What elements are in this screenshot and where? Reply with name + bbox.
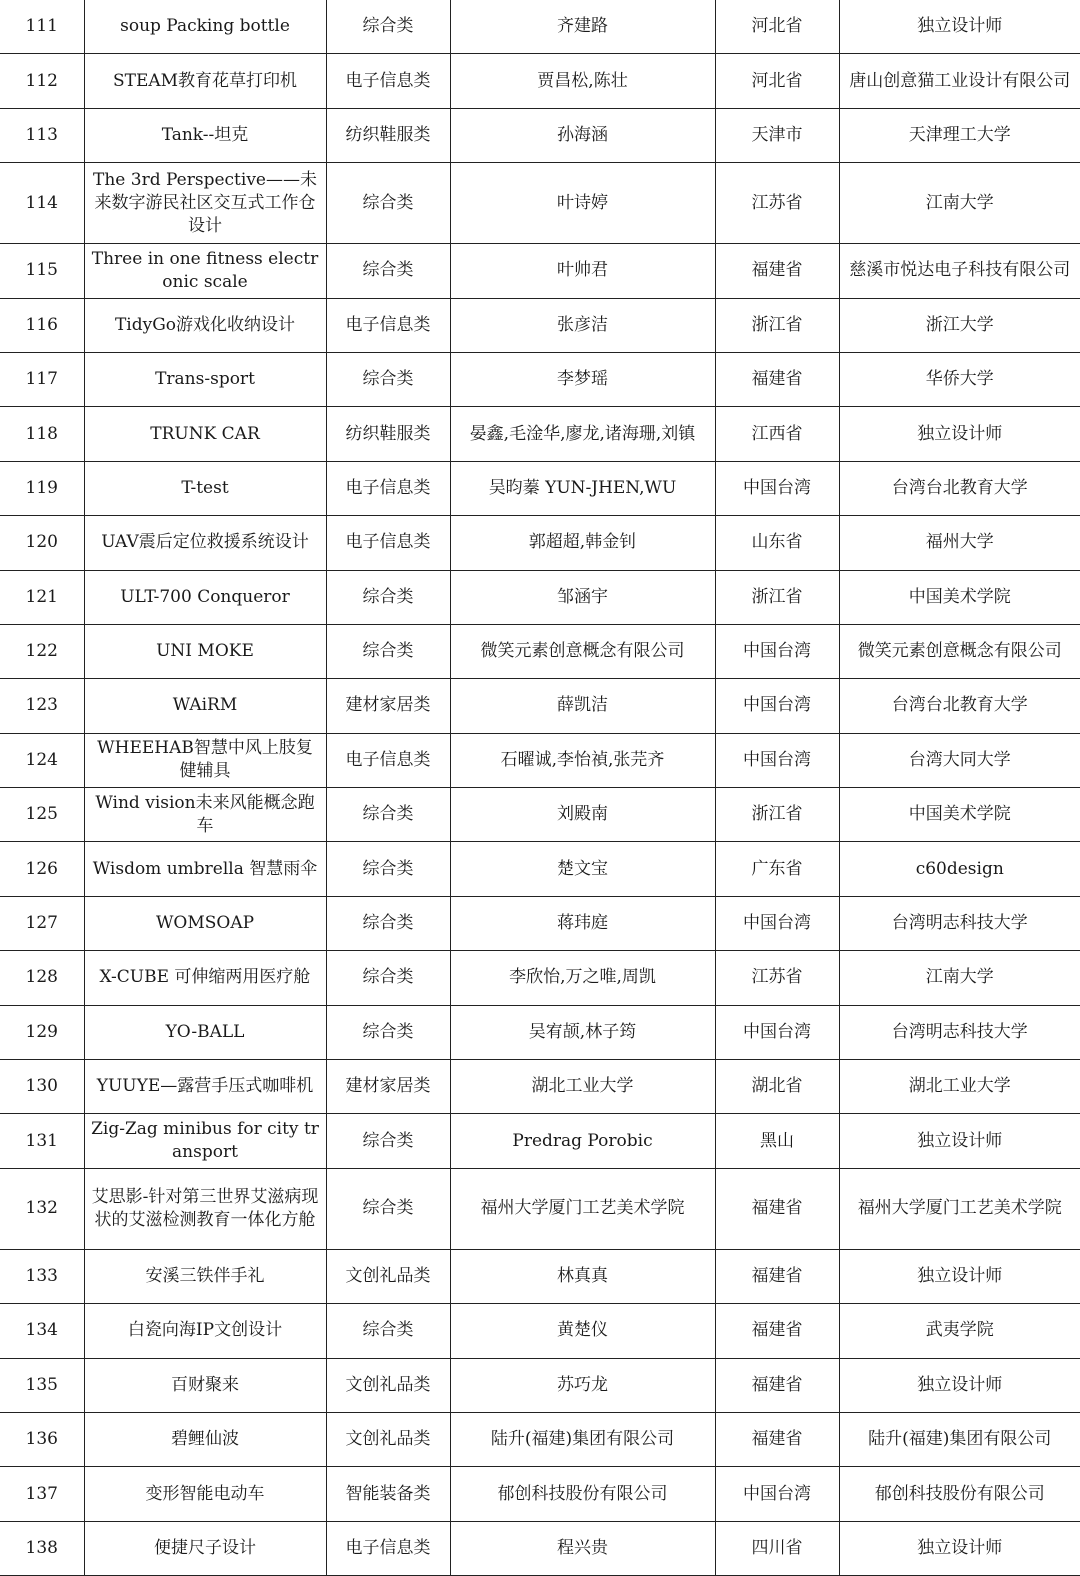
table-row xyxy=(0,1005,1080,1059)
author-cell: 湖北工业大学 xyxy=(450,1060,715,1114)
province-cell: 福建省 xyxy=(715,244,839,298)
organization-cell: 台湾大同大学 xyxy=(839,733,1080,787)
organization-cell: 福州大学厦门工艺美术学院 xyxy=(839,1168,1080,1249)
table-row xyxy=(0,407,1080,461)
organization-cell: 台湾台北教育大学 xyxy=(839,679,1080,733)
work-name-cell: Wind vision未来风能概念跑车 xyxy=(84,788,326,842)
province-cell: 河北省 xyxy=(715,0,839,54)
author-cell: 程兴贵 xyxy=(450,1521,715,1575)
province-cell: 江苏省 xyxy=(715,163,839,244)
organization-cell: 湖北工业大学 xyxy=(839,1060,1080,1114)
province-cell: 浙江省 xyxy=(715,298,839,352)
work-name-cell: UAV震后定位救援系统设计 xyxy=(84,516,326,570)
row-number-cell: 138 xyxy=(0,1521,84,1575)
work-name-cell: 白瓷向海IP文创设计 xyxy=(84,1304,326,1358)
organization-cell: 天津理工大学 xyxy=(839,108,1080,162)
category-cell: 电子信息类 xyxy=(326,298,450,352)
row-number-cell: 111 xyxy=(0,0,84,54)
work-name-cell: UNI MOKE xyxy=(84,624,326,678)
table-row xyxy=(0,0,1080,54)
row-number-cell: 119 xyxy=(0,461,84,515)
table-row xyxy=(0,733,1080,787)
table-row xyxy=(0,1168,1080,1249)
author-cell: 吴昀蓁 YUN-JHEN,WU xyxy=(450,461,715,515)
province-cell: 中国台湾 xyxy=(715,679,839,733)
work-name-cell: WAiRM xyxy=(84,679,326,733)
table-row xyxy=(0,516,1080,570)
table-row xyxy=(0,54,1080,108)
province-cell: 河北省 xyxy=(715,54,839,108)
table-row xyxy=(0,461,1080,515)
organization-cell: 江南大学 xyxy=(839,951,1080,1005)
row-number-cell: 132 xyxy=(0,1168,84,1249)
work-name-cell: soup Packing bottle xyxy=(84,0,326,54)
category-cell: 纺织鞋服类 xyxy=(326,407,450,461)
row-number-cell: 135 xyxy=(0,1358,84,1412)
work-name-cell: 变形智能电动车 xyxy=(84,1467,326,1521)
work-name-cell: 艾思影-针对第三世界艾滋病现状的艾滋检测教育一体化方舱 xyxy=(84,1168,326,1249)
category-cell: 综合类 xyxy=(326,624,450,678)
category-cell: 智能装备类 xyxy=(326,1467,450,1521)
work-name-cell: Trans-sport xyxy=(84,352,326,406)
work-name-cell: Wisdom umbrella 智慧雨伞 xyxy=(84,842,326,896)
organization-cell: 郁创科技股份有限公司 xyxy=(839,1467,1080,1521)
organization-cell: 唐山创意猫工业设计有限公司 xyxy=(839,54,1080,108)
organization-cell: 慈溪市悦达电子科技有限公司 xyxy=(839,244,1080,298)
author-cell: 贾昌松,陈壮 xyxy=(450,54,715,108)
province-cell: 中国台湾 xyxy=(715,1005,839,1059)
table-row xyxy=(0,1060,1080,1114)
category-cell: 电子信息类 xyxy=(326,461,450,515)
row-number-cell: 137 xyxy=(0,1467,84,1521)
table-row xyxy=(0,842,1080,896)
province-cell: 福建省 xyxy=(715,1412,839,1466)
row-number-cell: 134 xyxy=(0,1304,84,1358)
work-name-cell: YUUYE—露营手压式咖啡机 xyxy=(84,1060,326,1114)
table-row xyxy=(0,163,1080,244)
table-row xyxy=(0,352,1080,406)
table-row xyxy=(0,1412,1080,1466)
author-cell: 林真真 xyxy=(450,1249,715,1303)
organization-cell: 福州大学 xyxy=(839,516,1080,570)
row-number-cell: 123 xyxy=(0,679,84,733)
work-name-cell: T-test xyxy=(84,461,326,515)
category-cell: 电子信息类 xyxy=(326,54,450,108)
category-cell: 综合类 xyxy=(326,570,450,624)
organization-cell: 独立设计师 xyxy=(839,0,1080,54)
row-number-cell: 121 xyxy=(0,570,84,624)
category-cell: 电子信息类 xyxy=(326,516,450,570)
author-cell: 孙海涵 xyxy=(450,108,715,162)
table-row xyxy=(0,1358,1080,1412)
work-name-cell: TRUNK CAR xyxy=(84,407,326,461)
author-cell: 楚文宝 xyxy=(450,842,715,896)
category-cell: 综合类 xyxy=(326,1304,450,1358)
organization-cell: 武夷学院 xyxy=(839,1304,1080,1358)
author-cell: 蒋玮庭 xyxy=(450,896,715,950)
organization-cell: 独立设计师 xyxy=(839,1358,1080,1412)
author-cell: 李梦瑶 xyxy=(450,352,715,406)
organization-cell: 华侨大学 xyxy=(839,352,1080,406)
author-cell: 邹涵宇 xyxy=(450,570,715,624)
author-cell: 福州大学厦门工艺美术学院 xyxy=(450,1168,715,1249)
organization-cell: 江南大学 xyxy=(839,163,1080,244)
province-cell: 福建省 xyxy=(715,1358,839,1412)
table-row xyxy=(0,1249,1080,1303)
author-cell: 微笑元素创意概念有限公司 xyxy=(450,624,715,678)
category-cell: 综合类 xyxy=(326,1168,450,1249)
row-number-cell: 122 xyxy=(0,624,84,678)
province-cell: 福建省 xyxy=(715,1249,839,1303)
category-cell: 综合类 xyxy=(326,896,450,950)
row-number-cell: 129 xyxy=(0,1005,84,1059)
work-name-cell: ULT-700 Conqueror xyxy=(84,570,326,624)
table-row xyxy=(0,679,1080,733)
row-number-cell: 120 xyxy=(0,516,84,570)
table-row xyxy=(0,896,1080,950)
author-cell: 晏鑫,毛淦华,廖龙,诸海珊,刘镇 xyxy=(450,407,715,461)
row-number-cell: 127 xyxy=(0,896,84,950)
province-cell: 福建省 xyxy=(715,352,839,406)
author-cell: 齐建路 xyxy=(450,0,715,54)
row-number-cell: 128 xyxy=(0,951,84,1005)
organization-cell: 陆升(福建)集团有限公司 xyxy=(839,1412,1080,1466)
category-cell: 文创礼品类 xyxy=(326,1249,450,1303)
author-cell: Predrag Porobic xyxy=(450,1114,715,1168)
row-number-cell: 125 xyxy=(0,788,84,842)
organization-cell: 中国美术学院 xyxy=(839,788,1080,842)
row-number-cell: 114 xyxy=(0,163,84,244)
category-cell: 综合类 xyxy=(326,352,450,406)
province-cell: 天津市 xyxy=(715,108,839,162)
row-number-cell: 136 xyxy=(0,1412,84,1466)
table-row xyxy=(0,788,1080,842)
province-cell: 黑山 xyxy=(715,1114,839,1168)
author-cell: 苏巧龙 xyxy=(450,1358,715,1412)
province-cell: 中国台湾 xyxy=(715,896,839,950)
author-cell: 陆升(福建)集团有限公司 xyxy=(450,1412,715,1466)
work-name-cell: X-CUBE 可伸缩两用医疗舱 xyxy=(84,951,326,1005)
category-cell: 综合类 xyxy=(326,1114,450,1168)
province-cell: 广东省 xyxy=(715,842,839,896)
table-row xyxy=(0,298,1080,352)
category-cell: 综合类 xyxy=(326,788,450,842)
category-cell: 综合类 xyxy=(326,0,450,54)
work-name-cell: Zig-Zag minibus for city transport xyxy=(84,1114,326,1168)
province-cell: 江西省 xyxy=(715,407,839,461)
category-cell: 文创礼品类 xyxy=(326,1358,450,1412)
province-cell: 江苏省 xyxy=(715,951,839,1005)
table-row xyxy=(0,1304,1080,1358)
author-cell: 李欣怡,万之唯,周凯 xyxy=(450,951,715,1005)
organization-cell: 台湾台北教育大学 xyxy=(839,461,1080,515)
organization-cell: 微笑元素创意概念有限公司 xyxy=(839,624,1080,678)
organization-cell: 浙江大学 xyxy=(839,298,1080,352)
work-name-cell: 安溪三铁伴手礼 xyxy=(84,1249,326,1303)
province-cell: 中国台湾 xyxy=(715,461,839,515)
province-cell: 福建省 xyxy=(715,1304,839,1358)
province-cell: 浙江省 xyxy=(715,570,839,624)
row-number-cell: 112 xyxy=(0,54,84,108)
organization-cell: 台湾明志科技大学 xyxy=(839,896,1080,950)
province-cell: 山东省 xyxy=(715,516,839,570)
category-cell: 综合类 xyxy=(326,244,450,298)
province-cell: 中国台湾 xyxy=(715,1467,839,1521)
organization-cell: 独立设计师 xyxy=(839,1521,1080,1575)
work-name-cell: The 3rd Perspective——未来数字游民社区交互式工作仓设计 xyxy=(84,163,326,244)
category-cell: 综合类 xyxy=(326,951,450,1005)
organization-cell: 独立设计师 xyxy=(839,407,1080,461)
work-name-cell: Three in one fitness electronic scale xyxy=(84,244,326,298)
row-number-cell: 126 xyxy=(0,842,84,896)
author-cell: 薛凯洁 xyxy=(450,679,715,733)
province-cell: 湖北省 xyxy=(715,1060,839,1114)
organization-cell: 独立设计师 xyxy=(839,1249,1080,1303)
category-cell: 建材家居类 xyxy=(326,1060,450,1114)
row-number-cell: 113 xyxy=(0,108,84,162)
author-cell: 叶诗婷 xyxy=(450,163,715,244)
province-cell: 四川省 xyxy=(715,1521,839,1575)
table-row xyxy=(0,244,1080,298)
table-row xyxy=(0,570,1080,624)
work-name-cell: YO-BALL xyxy=(84,1005,326,1059)
organization-cell: 台湾明志科技大学 xyxy=(839,1005,1080,1059)
category-cell: 文创礼品类 xyxy=(326,1412,450,1466)
table-row xyxy=(0,1467,1080,1521)
author-cell: 张彦洁 xyxy=(450,298,715,352)
work-name-cell: Tank--坦克 xyxy=(84,108,326,162)
province-cell: 中国台湾 xyxy=(715,624,839,678)
row-number-cell: 115 xyxy=(0,244,84,298)
work-name-cell: 碧鲤仙波 xyxy=(84,1412,326,1466)
category-cell: 综合类 xyxy=(326,163,450,244)
work-name-cell: STEAM教育花草打印机 xyxy=(84,54,326,108)
row-number-cell: 117 xyxy=(0,352,84,406)
table-row xyxy=(0,1114,1080,1168)
province-cell: 浙江省 xyxy=(715,788,839,842)
table-row xyxy=(0,1521,1080,1575)
author-cell: 郁创科技股份有限公司 xyxy=(450,1467,715,1521)
row-number-cell: 130 xyxy=(0,1060,84,1114)
category-cell: 电子信息类 xyxy=(326,1521,450,1575)
province-cell: 中国台湾 xyxy=(715,733,839,787)
author-cell: 黄楚仪 xyxy=(450,1304,715,1358)
author-cell: 吴宥颉,林子筠 xyxy=(450,1005,715,1059)
author-cell: 叶帅君 xyxy=(450,244,715,298)
row-number-cell: 131 xyxy=(0,1114,84,1168)
work-name-cell: 便捷尺子设计 xyxy=(84,1521,326,1575)
category-cell: 综合类 xyxy=(326,1005,450,1059)
province-cell: 福建省 xyxy=(715,1168,839,1249)
work-name-cell: WHEEHAB智慧中风上肢复健辅具 xyxy=(84,733,326,787)
organization-cell: 中国美术学院 xyxy=(839,570,1080,624)
table-row xyxy=(0,108,1080,162)
work-name-cell: WOMSOAP xyxy=(84,896,326,950)
organization-cell: 独立设计师 xyxy=(839,1114,1080,1168)
author-cell: 郭超超,韩金钊 xyxy=(450,516,715,570)
category-cell: 纺织鞋服类 xyxy=(326,108,450,162)
organization-cell: c60design xyxy=(839,842,1080,896)
table-row xyxy=(0,951,1080,1005)
row-number-cell: 124 xyxy=(0,733,84,787)
category-cell: 综合类 xyxy=(326,842,450,896)
author-cell: 刘殿南 xyxy=(450,788,715,842)
work-name-cell: 百财聚来 xyxy=(84,1358,326,1412)
author-cell: 石曜诚,李怡禎,张芫齐 xyxy=(450,733,715,787)
row-number-cell: 133 xyxy=(0,1249,84,1303)
category-cell: 建材家居类 xyxy=(326,679,450,733)
table-row xyxy=(0,624,1080,678)
category-cell: 电子信息类 xyxy=(326,733,450,787)
row-number-cell: 116 xyxy=(0,298,84,352)
row-number-cell: 118 xyxy=(0,407,84,461)
work-name-cell: TidyGo游戏化收纳设计 xyxy=(84,298,326,352)
